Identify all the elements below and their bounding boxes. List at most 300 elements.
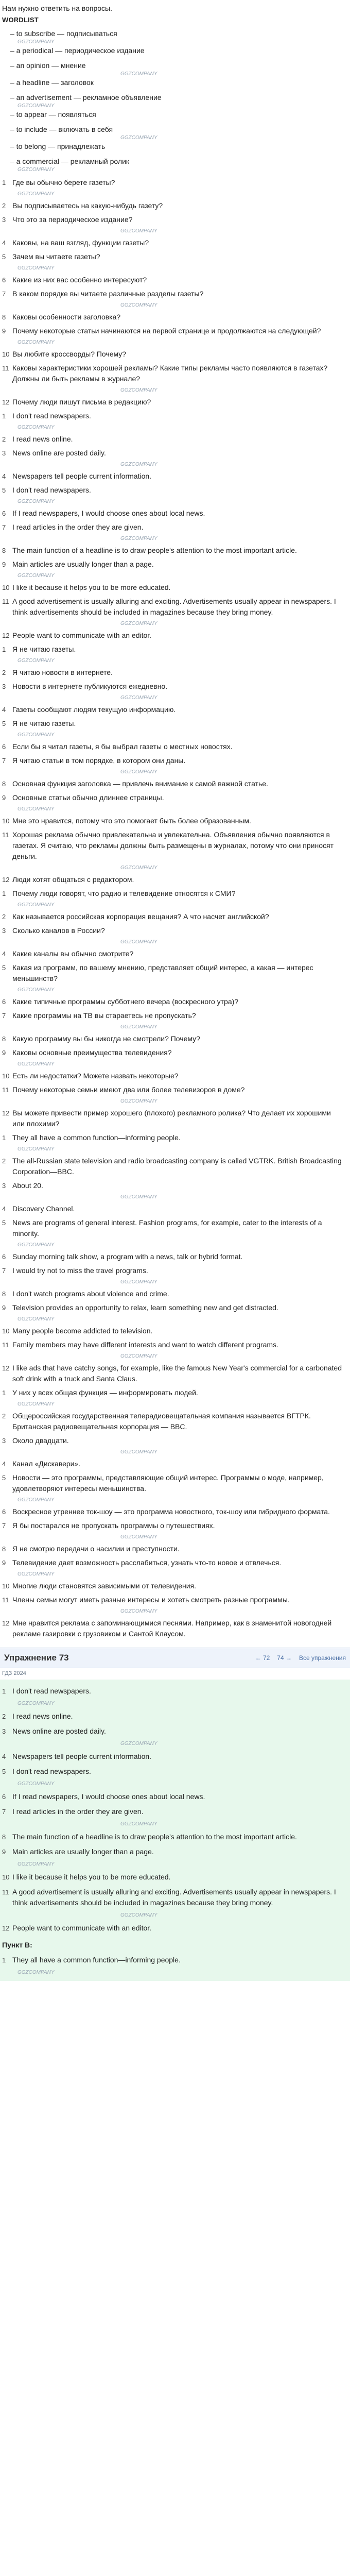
item-number: 11	[2, 597, 9, 605]
list-item	[2, 1435, 345, 1446]
list-item	[2, 508, 345, 519]
item-number: 3	[2, 682, 6, 690]
item-text: Люди хотят общаться с редактором.	[12, 875, 134, 884]
list-item	[2, 1217, 345, 1239]
list-item	[2, 704, 345, 715]
item-text: I read articles in the order they are given.	[12, 1807, 144, 1816]
list-item	[2, 1806, 345, 1817]
item-text: I would try not to miss the travel programs.	[12, 1266, 148, 1275]
watermark: GGZCOMPANY	[18, 1781, 55, 1787]
item-text: Newspapers tell people current information.	[12, 1752, 152, 1760]
item-text: Воскресное утреннее ток-шоу — это программа новостного, ток-шоу или гибридного формата.	[12, 1507, 330, 1516]
item-text: I read articles in the order they are given.	[12, 522, 144, 531]
list-item	[2, 485, 345, 496]
list-item	[2, 312, 345, 323]
wordlist-group	[2, 92, 345, 120]
item-text: I read news online.	[12, 434, 73, 443]
exercise-title: Упражнение 73	[4, 1652, 69, 1663]
item-text: Общероссийская государственная телерадиовещательная компания называется ВГТРК. Британская радиовещательная корпорация — BBC.	[12, 1411, 311, 1431]
list-item	[2, 1923, 345, 1934]
item-number: 5	[2, 1218, 6, 1227]
item-text: Зачем вы читаете газеты?	[12, 252, 100, 261]
item-text: Many people become addicted to television.	[12, 1326, 153, 1335]
item-number: 4	[2, 1753, 6, 1760]
list-item	[2, 1595, 345, 1605]
item-number: 8	[2, 1035, 6, 1043]
watermark: GGZCOMPANY	[18, 1497, 55, 1503]
list-item	[2, 644, 345, 655]
item-text: Я не читаю газеты.	[12, 719, 76, 727]
item-number: 2	[2, 1412, 6, 1420]
item-number: 11	[2, 1341, 9, 1349]
item-number: 8	[2, 1290, 6, 1298]
item-text: Сколько каналов в России?	[12, 926, 105, 935]
item-text: Вы любите кроссворды? Почему?	[12, 349, 127, 358]
list-item	[2, 363, 345, 384]
watermark: GGZCOMPANY	[120, 535, 157, 541]
list-item	[2, 1581, 345, 1591]
list-item	[2, 251, 345, 262]
watermark: GGZCOMPANY	[18, 572, 55, 579]
item-number: 3	[2, 926, 6, 935]
item-text: Члены семьи могут иметь разные интересы и хотеть смотреть разные программы.	[12, 1595, 290, 1604]
list-item	[2, 397, 345, 408]
all-exercises-link[interactable]: Все упражнения	[299, 1654, 346, 1662]
list-item	[2, 1472, 345, 1494]
item-text: Family members may have different interests and want to watch different programs.	[12, 1340, 278, 1349]
item-text: Канал «Дискавери».	[12, 1459, 81, 1468]
item-text: Телевидение дает возможность расслабиться, узнать что-то новое и отвлечься.	[12, 1558, 282, 1567]
watermark: GGZCOMPANY	[120, 865, 157, 871]
item-number: 2	[2, 201, 6, 210]
item-number: 4	[2, 1460, 6, 1468]
item-text: I like it because it helps you to be more educated.	[12, 583, 171, 591]
item-number: 12	[2, 875, 10, 884]
list-item	[2, 1520, 345, 1531]
watermark: GGZCOMPANY	[120, 1024, 157, 1030]
item-number: 7	[2, 1808, 6, 1816]
list-item	[2, 411, 345, 421]
item-number: 5	[2, 1473, 6, 1482]
list-item	[2, 1872, 345, 1883]
item-number: 2	[2, 668, 6, 676]
wordlist-title: WORDLIST	[2, 16, 39, 24]
watermark: GGZCOMPANY	[18, 732, 55, 738]
list-item	[2, 1033, 345, 1044]
list-item	[2, 1711, 345, 1722]
item-number: 1	[2, 889, 6, 897]
list-item	[2, 681, 345, 692]
item-number: 2	[2, 1713, 6, 1720]
item-text: Хорошая реклама обычно привлекательна и увлекательна. Объявления обычно появляются в газетах. Я считаю, что рекламы должны быть размещены в журналах, потому что они приносят деньги.	[12, 830, 334, 860]
list-item	[2, 1010, 345, 1021]
list-item	[2, 948, 345, 959]
list-item	[2, 962, 345, 984]
watermark: GGZCOMPANY	[18, 1146, 55, 1152]
item-number: 1	[2, 1133, 6, 1142]
watermark: GGZCOMPANY	[120, 1279, 157, 1285]
item-number: 11	[2, 1086, 9, 1094]
list-item	[2, 200, 345, 211]
watermark: GGZCOMPANY	[120, 620, 157, 626]
item-number: 4	[2, 950, 6, 958]
item-number: 7	[2, 1266, 6, 1275]
item-text: I like ads that have catchy songs, for example, like the famous New Year's commercial for a carbonated soft drink with a truck and Santa Claus.	[12, 1363, 342, 1383]
item-text: Каковы, на ваш взгляд, функции газеты?	[12, 238, 149, 247]
item-text: If I read newspapers, I would choose ones about local news.	[12, 509, 205, 517]
item-text: A good advertisement is usually alluring and exciting. Advertisements usually appear in newspapers. I think advertisements should be included in magazines because they bring money.	[12, 1888, 336, 1907]
list-item	[2, 1955, 345, 1965]
item-number: 7	[2, 1011, 6, 1020]
item-number: 8	[2, 1545, 6, 1553]
item-number: 4	[2, 705, 6, 714]
item-number: 9	[2, 793, 6, 802]
item-number: 11	[2, 364, 9, 372]
questions-ru	[2, 177, 345, 408]
list-item	[2, 1132, 345, 1143]
item-text: У них у всех общая функция — информировать людей.	[12, 1388, 198, 1397]
item-text: Каковы основные преимущества телевидения?	[12, 1048, 172, 1057]
answers-panel	[0, 1680, 350, 1981]
wordlist-item: – a commercial — рекламный ролик	[10, 157, 130, 165]
item-text: I don't read newspapers.	[12, 485, 91, 494]
watermark: GGZCOMPANY	[120, 1821, 157, 1827]
item-number: 12	[2, 1924, 10, 1932]
wordlist-item: – an opinion — мнение	[10, 61, 86, 70]
prev-exercise-link[interactable]: ← 72	[255, 1654, 270, 1662]
wordlist-item: – to include — включать в себя	[10, 125, 113, 133]
watermark: GGZCOMPANY	[18, 191, 55, 197]
next-exercise-link[interactable]: 74 →	[277, 1654, 292, 1662]
item-number: 6	[2, 1252, 6, 1261]
wordlist-item: – to belong — принадлежать	[10, 142, 106, 150]
item-text: Где вы обычно берете газеты?	[12, 178, 115, 187]
list-item	[2, 1751, 345, 1762]
item-number: 10	[2, 350, 10, 358]
watermark: GGZCOMPANY	[120, 1912, 157, 1918]
item-number: 2	[2, 912, 6, 921]
wordlist-group	[2, 28, 345, 56]
watermark: GGZCOMPANY	[120, 1449, 157, 1455]
list-item	[2, 874, 345, 885]
list-item	[2, 582, 345, 593]
list-item	[2, 816, 345, 826]
item-number: 11	[2, 831, 9, 839]
list-item	[2, 275, 345, 285]
item-text: News online are posted daily.	[12, 1727, 106, 1735]
answers-en	[2, 411, 345, 641]
item-text: Я бы постарался не пропускать программы о путешествиях.	[12, 1521, 215, 1530]
list-item	[2, 888, 345, 899]
item-number: 10	[2, 1072, 10, 1080]
item-number: 8	[2, 779, 6, 788]
item-text: Около двадцати.	[12, 1436, 69, 1445]
item-number: 5	[2, 486, 6, 494]
translations-ru-2	[2, 1387, 345, 1639]
watermark: GGZCOMPANY	[18, 39, 55, 45]
section-b-label: Пункт B:	[2, 1941, 32, 1949]
item-number: 5	[2, 1768, 6, 1775]
item-text: A good advertisement is usually alluring and exciting. Advertisements usually appear in newspapers. I think advertisements should be included in magazines because they bring money.	[12, 597, 336, 616]
list-item	[2, 1726, 345, 1737]
item-text: Каковы особенности заголовка?	[12, 312, 121, 321]
item-text: Какая из программ, по вашему мнению, представляет общий интерес, а какая — интерес меньшинств?	[12, 963, 313, 982]
list-item	[2, 1506, 345, 1517]
item-text: Почему некоторые семьи имеют два или более телевизоров в доме?	[12, 1085, 245, 1094]
item-text: Каковы характеристики хорошей рекламы? Какие типы рекламы часто появляются в газетах? Должны ли быть рекламы в журнале?	[12, 363, 328, 383]
list-item	[2, 349, 345, 360]
watermark: GGZCOMPANY	[120, 1741, 157, 1747]
watermark: GGZCOMPANY	[120, 694, 157, 701]
list-item	[2, 1204, 345, 1214]
list-item	[2, 911, 345, 922]
watermark: GGZCOMPANY	[18, 1701, 55, 1706]
item-text: Какие каналы вы обычно смотрите?	[12, 949, 134, 958]
list-item	[2, 925, 345, 936]
item-number: 3	[2, 1436, 6, 1445]
watermark: GGZCOMPANY	[120, 461, 157, 467]
answers-en-2	[2, 1132, 345, 1384]
list-item	[2, 596, 345, 618]
watermark: GGZCOMPANY	[120, 228, 157, 234]
wordlist-group	[2, 60, 345, 88]
list-item	[2, 1459, 345, 1469]
item-number: 10	[2, 583, 10, 591]
item-text: Почему некоторые статьи начинаются на первой странице и продолжаются на следующей?	[12, 326, 321, 335]
item-number: 11	[2, 1596, 9, 1604]
list-item	[2, 177, 345, 188]
watermark: GGZCOMPANY	[18, 1316, 55, 1322]
item-number: 2	[2, 435, 6, 443]
item-text: Что это за периодическое издание?	[12, 215, 133, 224]
item-text: Какую программу вы бы никогда не смотрели? Почему?	[12, 1034, 200, 1043]
item-text: They all have a common function—informing people.	[12, 1956, 181, 1964]
list-item	[2, 1108, 345, 1129]
item-text: Я не читаю газеты.	[12, 645, 76, 653]
item-number: 7	[2, 290, 6, 298]
item-text: They all have a common function—informing people.	[12, 1133, 181, 1142]
watermark: GGZCOMPANY	[120, 1098, 157, 1104]
item-text: Television provides an opportunity to relax, learn something new and get distracted.	[12, 1303, 278, 1312]
item-text: The all-Russian state television and radio broadcasting company is called VGTRK. British Broadcasting Corporation—BBC.	[12, 1156, 342, 1176]
item-number: 8	[2, 546, 6, 554]
item-text: I don't watch programs about violence and crime.	[12, 1289, 169, 1298]
item-text: Я читаю новости в интернете.	[12, 668, 113, 676]
item-text: About 20.	[12, 1181, 43, 1190]
item-number: 9	[2, 1848, 6, 1856]
item-text: If I read newspapers, I would choose ones about local news.	[12, 1792, 205, 1801]
item-number: 6	[2, 509, 6, 517]
exercise-subtitle: ГДЗ 2024	[2, 1670, 26, 1676]
watermark: GGZCOMPANY	[18, 1401, 55, 1407]
list-item	[2, 1618, 345, 1639]
item-number: 3	[2, 1727, 6, 1735]
item-number: 5	[2, 963, 6, 972]
watermark: GGZCOMPANY	[18, 103, 55, 109]
list-item	[2, 522, 345, 533]
item-number: 7	[2, 523, 6, 531]
list-item	[2, 1557, 345, 1568]
item-text: The main function of a headline is to draw people's attention to the most important article.	[12, 1833, 297, 1841]
list-item	[2, 1887, 345, 1908]
watermark: GGZCOMPANY	[120, 71, 157, 77]
item-number: 12	[2, 1364, 10, 1372]
item-text: I read news online.	[12, 1712, 73, 1720]
item-text: I don't read newspapers.	[12, 1767, 91, 1775]
item-text: Вы подписываетесь на какую-нибудь газету?	[12, 201, 163, 210]
item-text: Какие из них вас особенно интересуют?	[12, 275, 147, 284]
item-number: 12	[2, 631, 10, 639]
answers-b	[2, 1686, 345, 1934]
list-item	[2, 741, 345, 752]
item-text: Почему люди говорят, что радио и телевидение относятся к СМИ?	[12, 889, 236, 897]
item-number: 5	[2, 252, 6, 261]
watermark: GGZCOMPANY	[18, 902, 55, 908]
list-item	[2, 434, 345, 445]
item-text: News are programs of general interest. Fashion programs, for example, cater to the interests of a minority.	[12, 1218, 322, 1238]
watermark: GGZCOMPANY	[120, 1534, 157, 1540]
watermark: GGZCOMPANY	[18, 806, 55, 812]
watermark: GGZCOMPANY	[18, 1970, 55, 1975]
watermark: GGZCOMPANY	[18, 339, 55, 345]
item-text: Newspapers tell people current information.	[12, 471, 152, 480]
list-item	[2, 1180, 345, 1191]
item-number: 12	[2, 398, 10, 406]
item-number: 1	[2, 1956, 6, 1964]
list-item	[2, 718, 345, 729]
list-item	[2, 1047, 345, 1058]
item-text: Новости — это программы, представляющие общий интерес. Программы о моде, например, удовлетворяют интересы меньшинства.	[12, 1473, 324, 1493]
list-item	[2, 667, 345, 678]
watermark: GGZCOMPANY	[120, 387, 157, 393]
list-item	[2, 1071, 345, 1081]
item-text: Почему люди пишут письма в редакцию?	[12, 397, 151, 406]
list-item	[2, 1846, 345, 1857]
wordlist-group	[2, 156, 345, 173]
item-text: В каком порядке вы читаете различные разделы газеты?	[12, 289, 204, 298]
watermark: GGZCOMPANY	[120, 1194, 157, 1200]
item-number: 3	[2, 215, 6, 224]
item-number: 9	[2, 327, 6, 335]
list-item	[2, 1791, 345, 1802]
list-item	[2, 1265, 345, 1276]
item-number: 10	[2, 817, 10, 825]
watermark: GGZCOMPANY	[120, 939, 157, 945]
item-number: 10	[2, 1582, 10, 1590]
list-item	[2, 238, 345, 248]
item-text: I like it because it helps you to be more educated.	[12, 1873, 171, 1881]
list-item	[2, 1340, 345, 1350]
watermark: GGZCOMPANY	[18, 166, 55, 173]
list-item	[2, 289, 345, 299]
item-text: Какие программы на ТВ вы стараетесь не пропускать?	[12, 1011, 196, 1020]
list-item	[2, 1544, 345, 1554]
list-item	[2, 778, 345, 789]
item-text: Я не смотрю передачи о насилии и преступности.	[12, 1544, 180, 1553]
item-number: 6	[2, 276, 6, 284]
item-number: 6	[2, 1793, 6, 1801]
watermark: GGZCOMPANY	[18, 265, 55, 271]
item-number: 4	[2, 472, 6, 480]
wordlist-item: – a headline — заголовок	[10, 78, 94, 87]
item-text: Вы можете привести пример хорошего (плохого) рекламного ролика? Что делает их хорошими или плохими?	[12, 1108, 331, 1128]
list-item	[2, 1084, 345, 1095]
item-text: Я читаю статьи в том порядке, в котором они даны.	[12, 756, 186, 765]
list-item	[2, 559, 345, 570]
item-number: 12	[2, 1109, 10, 1117]
wordlist-item: – an advertisement — рекламное объявление	[10, 93, 162, 101]
item-text: Основные статьи обычно длиннее страницы.	[12, 793, 164, 802]
watermark: GGZCOMPANY	[18, 987, 55, 993]
list-item	[2, 792, 345, 803]
watermark: GGZCOMPANY	[18, 1061, 55, 1067]
item-number: 9	[2, 1303, 6, 1312]
item-text: I don't read newspapers.	[12, 411, 91, 420]
item-number: 3	[2, 449, 6, 457]
watermark: GGZCOMPANY	[18, 1861, 55, 1867]
item-text: People want to communicate with an editor.	[12, 631, 152, 639]
item-text: Основная функция заголовка — привлечь внимание к самой важной статье.	[12, 779, 268, 788]
item-text: Новости в интернете публикуются ежедневно.	[12, 682, 168, 690]
item-number: 6	[2, 742, 6, 751]
list-item	[2, 996, 345, 1007]
item-text: Мне нравится реклама с запоминающимися песнями. Например, как в знаменитой новогодней рекламе газировки с грузовиком и Сантой Клаусом.	[12, 1618, 332, 1638]
list-item	[2, 755, 345, 766]
intro-text: Нам нужно ответить на вопросы.	[2, 4, 112, 12]
list-item	[2, 214, 345, 225]
item-number: 8	[2, 313, 6, 321]
watermark: GGZCOMPANY	[120, 302, 157, 308]
translations-ru	[2, 644, 345, 885]
item-text: The main function of a headline is to draw people's attention to the most important article.	[12, 546, 297, 554]
watermark: GGZCOMPANY	[120, 134, 157, 141]
item-text: Discovery Channel.	[12, 1204, 75, 1213]
wordlist	[2, 28, 345, 173]
item-number: 5	[2, 719, 6, 727]
exercise-nav	[255, 1653, 346, 1663]
list-item	[2, 1387, 345, 1398]
list-item	[2, 326, 345, 336]
item-number: 8	[2, 1833, 6, 1841]
item-number: 9	[2, 1558, 6, 1567]
item-number: 9	[2, 560, 6, 568]
item-number: 7	[2, 1521, 6, 1530]
list-item	[2, 471, 345, 482]
item-number: 11	[2, 1888, 9, 1896]
exercise-header	[0, 1648, 350, 1668]
item-text: People want to communicate with an editor.	[12, 1924, 152, 1932]
item-number: 1	[2, 178, 6, 187]
list-item	[2, 1363, 345, 1384]
item-text: News online are posted daily.	[12, 448, 106, 457]
item-number: 6	[2, 997, 6, 1006]
item-text: Sunday morning talk show, a program with a news, talk or hybrid format.	[12, 1252, 243, 1261]
item-text: Мне это нравится, потому что это помогает быть более образованным.	[12, 816, 251, 825]
list-item	[2, 1289, 345, 1299]
watermark: GGZCOMPANY	[18, 1242, 55, 1248]
item-number: 9	[2, 1048, 6, 1057]
answers-b2	[2, 1955, 345, 1976]
item-number: 1	[2, 1388, 6, 1397]
item-number: 2	[2, 1157, 6, 1165]
item-number: 1	[2, 1687, 6, 1695]
list-item	[2, 1326, 345, 1336]
list-item	[2, 1832, 345, 1842]
list-item	[2, 630, 345, 641]
watermark: GGZCOMPANY	[18, 424, 55, 430]
item-text: Какие типичные программы субботнего вечера (воскресного утра)?	[12, 997, 239, 1006]
item-number: 1	[2, 645, 6, 653]
